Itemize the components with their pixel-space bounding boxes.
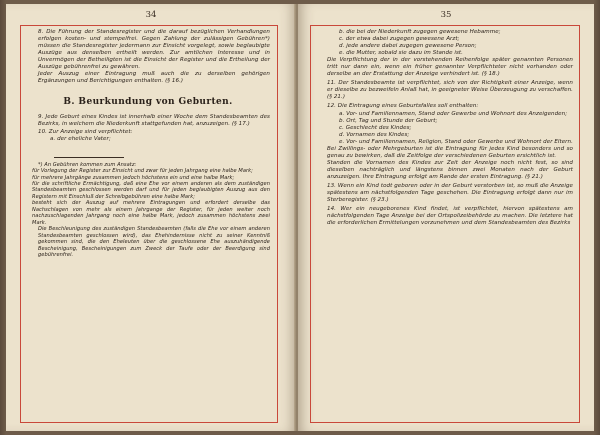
footnote-fee-c: für die schriftliche Ermächtigung, daß eine Ehe vor einem anderen als dem zuständigen Standesbeamten geschlossen werden darf und für jeden beglaubigten Auszug aus den Registern mit Einschluß der Schreibgebühren eine halbe Mark; [32, 180, 270, 200]
paragraph-11: 11. Der Standesbeamte ist verpflichtet, sich von der Richtigkeit einer Anzeige, wenn er dieselbe zu bezweifeln Anlaß hat, in geeigneter Weise Überzeugung zu verschaffen. (§ 21.) [327, 80, 573, 101]
paragraph-12-a: a. Vor- und Familiennamen, Stand oder Gewerbe und Wohnort des Anzeigenden; [339, 110, 568, 117]
paragraph-10: 10. Zur Anzeige sind verpflichtet: [38, 128, 133, 135]
paragraph-10-d: d. jede andere dabei zugegen gewesene Person; [339, 43, 477, 50]
paragraph-13: 13. Wenn ein Kind todt geboren oder in der Geburt verstorben ist, so muß die Anzeige spätestens am nächstfolgenden Tage geschehen. Die Eintragung erfolgt dann nur im Sterberegister. (§ 23.) [327, 182, 573, 204]
footnote-fee-b: für mehrere Jahrgänge zusammen jedoch höchstens ein und eine halbe Mark; [32, 174, 235, 181]
left-page [6, 4, 296, 431]
left-page-content [26, 29, 270, 258]
footnote-divider [54, 157, 124, 158]
footnote-exemptions: Die Beschleunigung des zuständigen Standesbeamten (falls die Ehe vor einem anderen Standesbeamten geschlossen wird), das Ehehindernisse nicht zu seiner Kenntniß gekommen sind, die den Eheleuten über die geschlossene Ehe auszuhändigende Bescheinigung, Bescheinigungen zum Zweck der Taufe oder der Beerdigung sind gebührenfrei. [38, 226, 270, 258]
paragraph-10-c: c. der etwa dabei zugegen gewesene Arzt; [339, 36, 460, 43]
paragraph-14: 14. Wer ein neugeborenes Kind findet, ist verpflichtet, hiervon spätestens am nächstfolgenden Tage Anzeige bei der Ortspolizeibehörde zu machen. Die letztere hat die erforderlichen Ermittelungen vorzunehmen und dem Standesbeamten des Bezirks [327, 206, 573, 227]
footnote [26, 162, 270, 259]
paragraph-12-d: d. Vornamen des Kindes; [339, 131, 410, 138]
paragraph-10-cont: Die Verpflichtung der in der vorstehenden Reihenfolge später genannten Personen tritt nur dann ein, wenn ein früher genannter Verpflichteter nicht vorhanden oder derselbe an der Erstattung der Anzeige verhindert ist. (§ 18.) [327, 57, 573, 78]
paragraph-12-e: e. Vor- und Familiennamen, Religion, Stand oder Gewerbe und Wohnort der Eltern. [339, 138, 573, 145]
paragraph-10-e: e. die Mutter, sobald sie dazu im Stande ist. [339, 50, 463, 57]
paragraph-8: 8. Die Führung der Standesregister und die darauf bezüglichen Verhandlungen erfolgen kosten- und stempelfrei. Gegen Zahlung der zulässigen Gebühren*) müssen die Standesregister jedermann zur Einsicht vorgelegt, sowie beglaubigte Auszüge aus denselben ertheilt werden. Zur amtlichen Interesse und in Unvermögen der Betheiligten ist die Einsicht der Register und die Ertheilung der Auszüge gebührenfrei zu gewähren. [38, 29, 270, 71]
page-number-left: 34 [145, 10, 157, 20]
right-page [298, 4, 594, 431]
section-heading: B. Beurkundung von Geburten. [63, 97, 233, 108]
page-number-right: 35 [440, 10, 452, 20]
paragraph-12-c: c. Geschlecht des Kindes; [339, 124, 412, 131]
paragraph-12-names: Standen die Vornamen des Kindes zur Zeit der Anzeige noch nicht fest, so sind dieselben nachträglich und längstens binnen zwei Monaten nach der Geburt anzuzeigen. Ihre Eintragung erfolgt am Rande der ersten Eintragung. (§ 21.) [327, 159, 573, 180]
paragraph-12: 12. Die Eintragung eines Geburtsfalles soll enthalten: [327, 103, 479, 110]
paragraph-8-cont: Jeder Auszug einer Eintragung muß auch die zu derselben gehörigen Ergänzungen und Berichtigungen enthalten. (§ 16.) [38, 71, 270, 85]
paragraph-9: 9. Jede Geburt eines Kindes ist innerhalb einer Woche dem Standesbeamten des Bezirks, in welchem die Niederkunft stattgefunden hat, anzuzeigen. (§ 17.) [38, 114, 270, 128]
footnote-fee-d: besteht sich der Auszug auf mehrere Eintragungen und erfordert derselbe das Nachschlagen von mehr als einem Jahrgange der Register, für jeden weiter noch nachzuschlagenden Jahrgang noch eine halbe Mark, jedoch zusammen höchstens zwei Mark. [32, 200, 270, 226]
paragraph-10-b: b. die bei der Niederkunft zugegen gewesene Hebamme; [339, 29, 501, 35]
paragraph-12-multiple: Bei Zwillings- oder Mehrgeburten ist die Eintragung für jedes Kind besonders und so genau zu bewirken, daß die Zeitfolge der verschiedenen Geburten ersichtlich ist. [327, 145, 573, 159]
paragraph-10-a: a. der eheliche Vater; [50, 135, 111, 142]
right-page-content [315, 29, 573, 227]
footnote-title: *) An Gebühren kommen zum Ansatz: [38, 161, 137, 168]
footnote-fee-a: für Vorlegung der Register zur Einsicht und zwar für jeden Jahrgang eine halbe Mark; [32, 168, 253, 175]
paragraph-12-b: b. Ort, Tag und Stunde der Geburt; [339, 117, 438, 124]
